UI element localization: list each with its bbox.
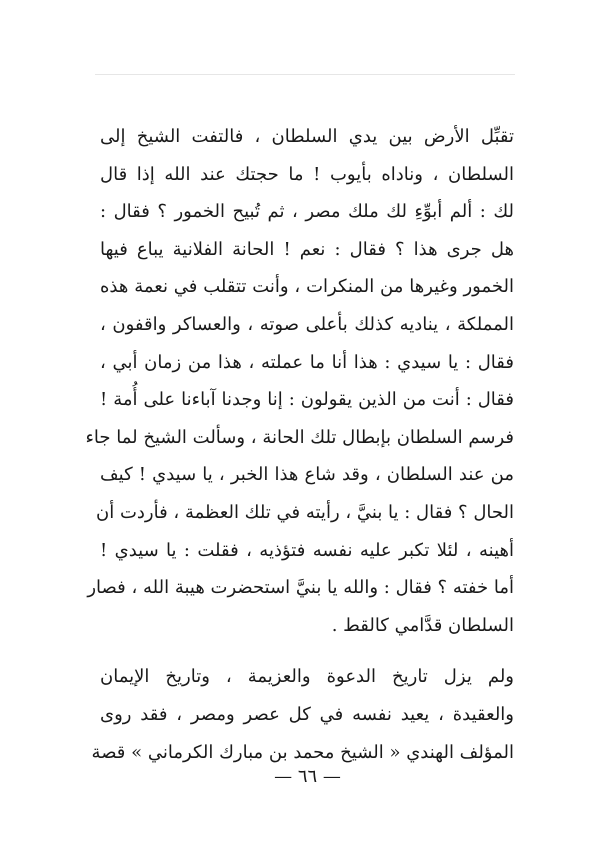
- text-line: والعقيدة ، يعيد نفسه في كل عصر ومصر ، فقد روى: [100, 703, 514, 725]
- paragraph-2: [91, 658, 514, 771]
- text-line: هل جرى هذا ؟ فقال : نعم ! الحانة الفلانية يباع فيها: [100, 238, 514, 260]
- paragraph-gap: [100, 644, 514, 658]
- text-line: المملكة ، يناديه كذلك بأعلى صوته ، والعساكر واقفون ،: [100, 313, 514, 335]
- text-line: فقال : أنت من الذين يقولون : إنا وجدنا آباءنا على أُمة !: [100, 389, 514, 411]
- text-line: فرسم السلطان بإبطال تلك الحانة ، وسألت الشيخ لما جاء: [85, 426, 514, 448]
- page-number: — ٦٦ —: [274, 766, 341, 787]
- text-line: الخمور وغيرها من المنكرات ، وأنت تتقلب في نعمة هذه: [100, 276, 514, 298]
- paragraph-1: [85, 118, 514, 644]
- text-line: الحال ؟ فقال : يا بنيَّ ، رأيته في تلك العظمة ، فأردت أن: [96, 501, 514, 523]
- text-line: ولم يزل تاريخ الدعوة والعزيمة ، وتاريخ الإيمان: [100, 666, 514, 688]
- text-line: أهينه ، لئلا تكبر عليه نفسه فتؤذيه ، فقلت : يا سيدي !: [100, 539, 514, 561]
- text-line: لك : ألم أبوِّءِ لك ملك مصر ، ثم تُبيح الخمور ؟ فقال :: [100, 201, 514, 223]
- text-line: من عند السلطان ، وقد شاع هذا الخبر ، يا سيدي ! كيف: [100, 464, 514, 486]
- text-line: فقال : يا سيدي : هذا أنا ما عملته ، هذا من زمان أبي ،: [100, 351, 514, 373]
- text-line: السلطان ، وناداه بأيوب ! ما حجتك عند الله إذا قال: [100, 163, 514, 185]
- text-line: السلطان قدَّامي كالقط .: [331, 614, 514, 636]
- top-divider: [95, 74, 515, 75]
- text-line: المؤلف الهندي « الشيخ محمد بن مبارك الكرماني » قصة: [91, 741, 514, 763]
- text-line: تقبِّل الأرض بين يدي السلطان ، فالتفت الشيخ إلى: [100, 126, 514, 147]
- text-line: أما خفته ؟ فقال : والله يا بنيَّ استحضرت هيبة الله ، فصار: [87, 577, 514, 599]
- body-text: [85, 118, 514, 771]
